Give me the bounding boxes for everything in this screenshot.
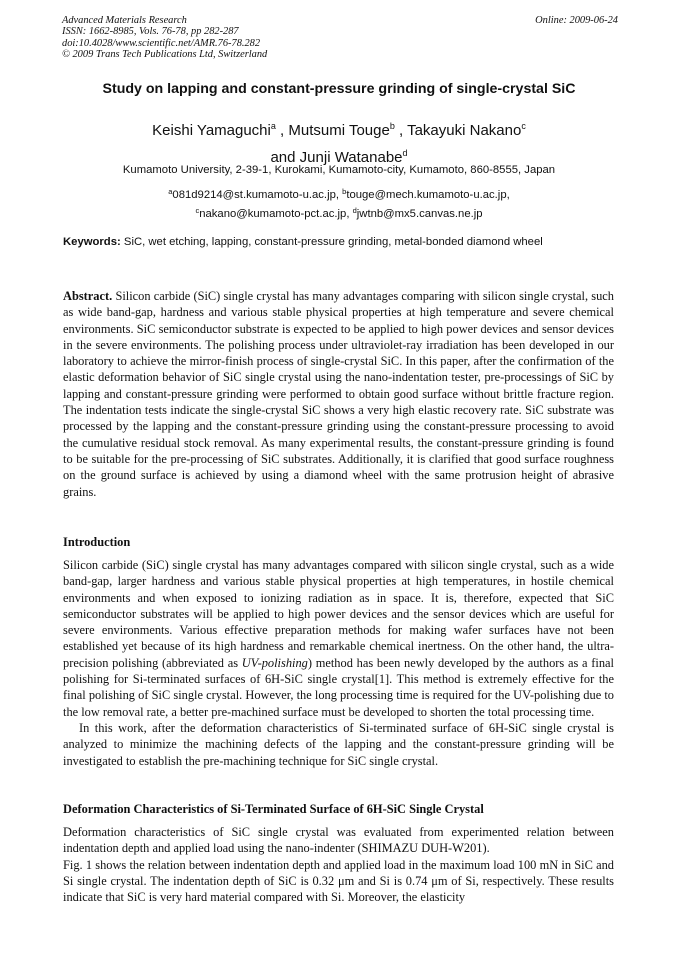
email-mark: d: [352, 206, 357, 215]
deformation-body: [63, 824, 614, 905]
section-heading-introduction: Introduction: [63, 535, 131, 549]
author-name: Mutsumi Touge: [288, 122, 390, 139]
email-mark: a: [168, 187, 173, 196]
paragraph-text: Silicon carbide (SiC) single crystal has many advantages compared with silicon single crystal, such as a wide band-gap, larger hardness and various stable physical properties at high temperatures, in hostile chemical environments and when exposed to ionizing radiation as in space. It is, therefore, expected that SiC semiconductor substrates will be applied to high power devices and the sensor devices which are useful for severe environments. Various effective preparation methods for making wafer surfaces have not been established yet because of its high hardness and remarkable chemical inertness. On the other hand, the ultra-precision polishing (abbreviated as: [63, 558, 614, 670]
affiliation-mark: b: [389, 121, 395, 131]
author-separator: ,: [394, 122, 408, 139]
paragraph: Deformation characteristics of SiC single crystal was evaluated from experimented relation between indentation depth and applied load using the nano-indenter (SHIMAZU DUH-W201).: [63, 825, 614, 856]
journal-header: [62, 15, 618, 61]
abstract: [63, 288, 614, 500]
paragraph: [63, 557, 614, 720]
abstract-text: Silicon carbide (SiC) single crystal has many advantages comparing with silicon single crystal, such as wide band-gap, hardness and various stable physical properties at high temperature and severe chemical environments. SiC semiconductor substrate is expected to be applied to high power devices and sensor devices in the severe environments. The polishing process under ultraviolet-ray irradiation has been developed in our laboratory to achieve the mirror-finish process of single-crystal SiC. In this paper, after the confirmation of the elastic deformation behavior of SiC single crystal using the nano-indentation tester, pre-processings of SiC by lapping and constant-pressure grinding were performed to obtain good surface without brittle fracture region. The indentation tests indicate the single-crystal SiC shows a very high elastic recovery rate. SiC substrate was processed by the lapping and the constant-pressure grinding using the constant-pressure processing to avoid the cumulative residual stock removal. As many experimental results, the constant-pressure grinding is found to be suitable for the pre-processing of SiC substrates. Additionally, it is clarified that good surface roughness on the ground surface is achieved by using a diamond wheel with the same protrusion height of abrasive grains.: [63, 289, 614, 499]
author-separator: ,: [275, 122, 289, 139]
affiliation-mark: a: [270, 121, 276, 131]
emphasis-text: UV-polishing: [241, 655, 308, 670]
doi-line[interactable]: doi:10.4028/www.scientific.net/AMR.76-78.282: [62, 37, 261, 49]
affiliation-mark: c: [521, 121, 526, 131]
author-emails: [40, 184, 638, 222]
paragraph-text: ) method has been newly developed by the authors as a final polishing for Si-terminated surfaces of 6H-SiC single crystal[1]. This method is extremely effective for the final polishing of SiC single crystal. However, the long processing time is required for the UV-polishing due to the low removal rate, a better pre-machined surface must be developed to shorten the total processing time.: [63, 655, 614, 719]
keywords-label: Keywords:: [63, 236, 121, 248]
author-name: Takayuki Nakano: [407, 122, 522, 139]
online-date: Online: 2009-06-24: [535, 15, 618, 26]
affiliation: Kumamoto University, 2-39-1, Kurokami, Kumamoto-city, Kumamoto, 860-8555, Japan: [122, 164, 556, 176]
issn-line: ISSN: 1662-8985, Vols. 76-78, pp 282-287: [62, 26, 239, 38]
author-list: [40, 115, 638, 169]
email-mark: c: [195, 206, 200, 215]
affiliation-mark: d: [402, 148, 408, 158]
keywords-text: SiC, wet etching, lapping, constant-pressure grinding, metal-bonded diamond wheel: [120, 236, 543, 248]
email-mark: b: [342, 187, 347, 196]
abstract-label: Abstract.: [63, 289, 113, 303]
author-conjunction: and: [270, 149, 300, 166]
paragraph: In this work, after the deformation characteristics of Si-terminated surface of 6H-SiC single crystal is analyzed to minimize the machining defects of the lapping and the constant-pressure grinding will be investigated to establish the pre-machining technique for SiC single crystal.: [63, 720, 614, 768]
email-link[interactable]: nakano@kumamoto-pct.ac.jp,: [199, 208, 353, 220]
journal-name: Advanced Materials Research: [62, 15, 187, 26]
author-name: Junji Watanabe: [299, 149, 403, 166]
section-heading-deformation: Deformation Characteristics of Si-Terminated Surface of 6H-SiC Single Crystal: [63, 802, 484, 816]
email-link[interactable]: jwtnb@mx5.canvas.ne.jp: [356, 208, 483, 220]
paper-title: Study on lapping and constant-pressure grinding of single-crystal SiC: [102, 81, 576, 97]
author-name: Keishi Yamaguchi: [152, 122, 271, 139]
keywords: [63, 235, 623, 249]
copyright-line: © 2009 Trans Tech Publications Ltd, Switzerland: [62, 49, 268, 61]
paragraph: Fig. 1 shows the relation between indentation depth and applied load in the maximum load 100 mN in SiC and Si single crystal. The indentation depth of SiC is 0.32 μm and Si is 0.74 μm of Si, respectively. These results indicate that SiC is very hard material compared with Si. Moreover, the elasticity: [63, 857, 614, 905]
email-link[interactable]: touge@mech.kumamoto-u.ac.jp,: [346, 189, 510, 201]
introduction-body: [63, 557, 614, 769]
email-link[interactable]: 081d9214@st.kumamoto-u.ac.jp,: [172, 189, 343, 201]
